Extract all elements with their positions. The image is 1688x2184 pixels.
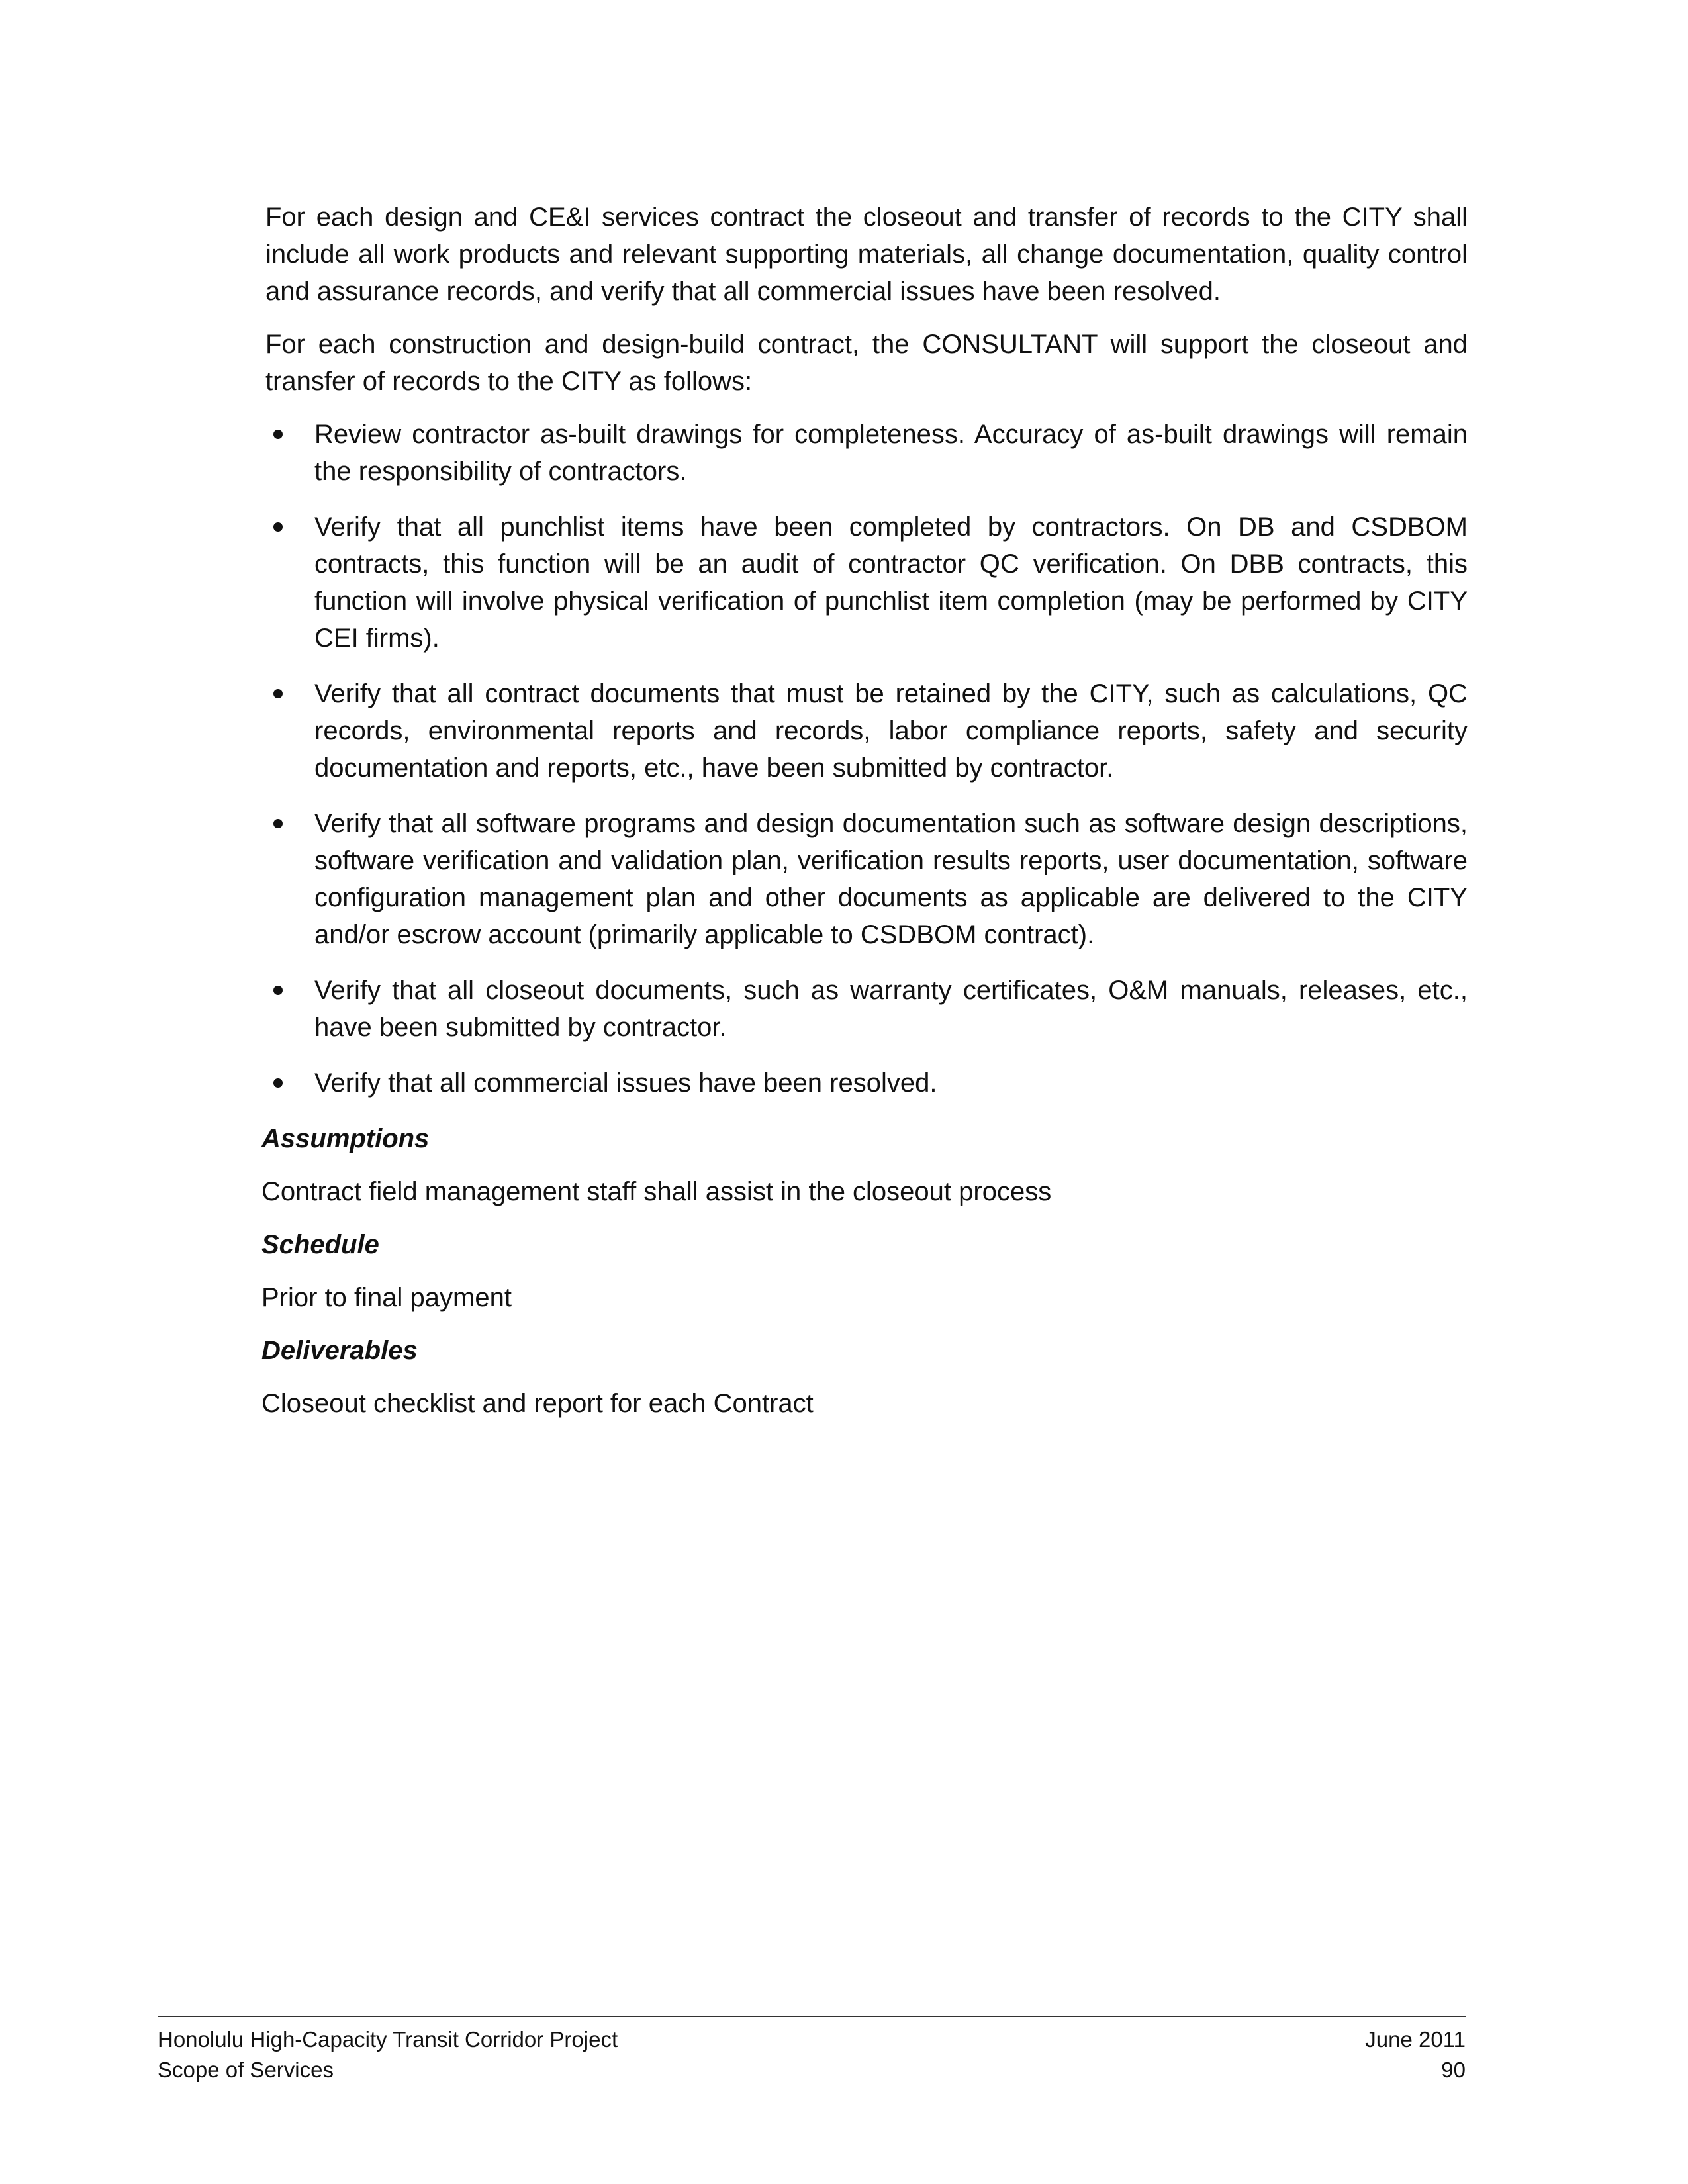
closeout-task-list (261, 416, 1468, 1102)
list-item (261, 508, 1468, 657)
list-item-text: Verify that all contract documents that must be retained by the CITY, such as calculations, QC records, environmental reports and records, labor compliance reports, safety and security documentation and reports, etc., have been submitted by contractor. (314, 679, 1468, 783)
list-item (261, 972, 1468, 1046)
schedule-text: Prior to final payment (261, 1283, 512, 1312)
list-item (261, 416, 1468, 490)
assumptions-heading: Assumptions (261, 1124, 430, 1153)
footer-date: June 2011 (1365, 2027, 1466, 2052)
bullet-icon (273, 986, 283, 995)
page-number: 90 (1441, 2058, 1466, 2082)
deliverables-text: Closeout checklist and report for each Contract (261, 1389, 814, 1418)
list-item (261, 1065, 1468, 1102)
deliverables-heading: Deliverables (261, 1336, 418, 1365)
footer-project-title: Honolulu High-Capacity Transit Corridor Project (158, 2027, 618, 2052)
list-item-text: Verify that all commercial issues have been resolved. (314, 1068, 937, 1098)
list-item-text: Verify that all punchlist items have been completed by contractors. On DB and CSDBOM contracts, this function will be an audit of contractor QC verification. On DBB contracts, this function will involve physical verification of punchlist item completion (may be performed by CITY CEI firms). (314, 512, 1468, 653)
assumptions-text: Contract field management staff shall assist in the closeout process (261, 1177, 1052, 1206)
footer-section-title: Scope of Services (158, 2058, 334, 2082)
page-content (261, 199, 1468, 1438)
bullet-icon (273, 430, 283, 439)
footer-left (158, 2024, 618, 2085)
list-item-text: Verify that all closeout documents, such as warranty certificates, O&M manuals, releases, etc., have been submitted by contractor. (314, 976, 1468, 1042)
footer-right (1365, 2024, 1466, 2085)
list-item-text: Review contractor as-built drawings for completeness. Accuracy of as-built drawings will remain the responsibility of contractors. (314, 420, 1468, 486)
bullet-icon (273, 1078, 283, 1088)
bullet-icon (273, 819, 283, 828)
list-item (261, 805, 1468, 953)
bullet-icon (273, 522, 283, 532)
list-item (261, 675, 1468, 786)
footer-divider (158, 2016, 1466, 2017)
list-item-text: Verify that all software programs and design documentation such as software design descriptions, software verification and validation plan, verification results reports, user documentation, software configuration management plan and other documents as applicable are delivered to the CITY and/or escrow account (primarily applicable to CSDBOM contract). (314, 809, 1468, 949)
intro-paragraph-design-ceai: For each design and CE&I services contract the closeout and transfer of records to the CITY shall include all work products and relevant supporting materials, all change documentation, quality control and assurance records, and verify that all commercial issues have been resolved. (265, 203, 1468, 306)
intro-paragraph-construction: For each construction and design-build contract, the CONSULTANT will support the closeout and transfer of records to the CITY as follows: (265, 330, 1468, 396)
bullet-icon (273, 689, 283, 698)
schedule-heading: Schedule (261, 1230, 379, 1259)
